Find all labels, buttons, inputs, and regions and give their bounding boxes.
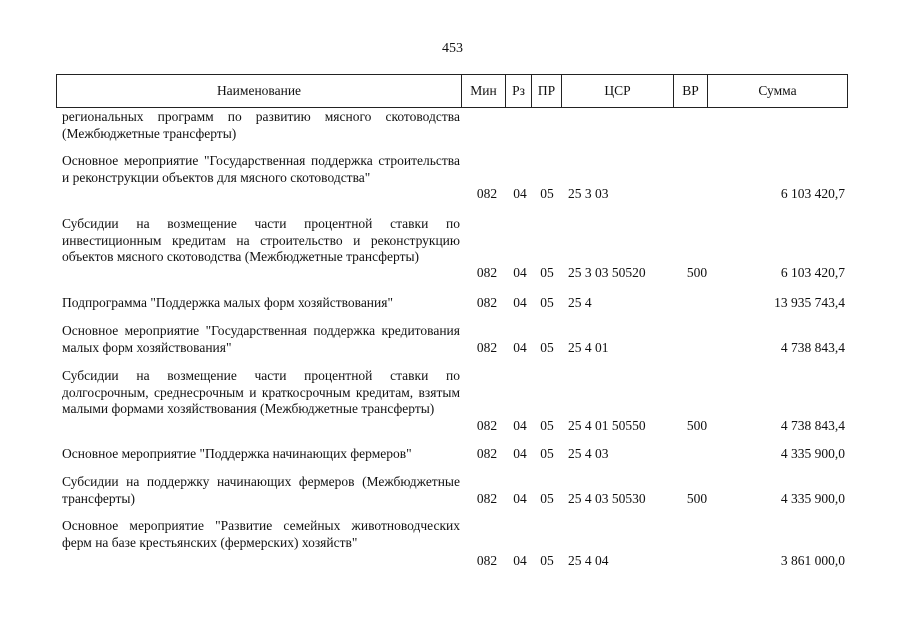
row-rz: 04 xyxy=(513,265,527,280)
table-row xyxy=(56,153,848,203)
row-pr: 05 xyxy=(540,446,554,461)
row-rz: 04 xyxy=(513,340,527,355)
table-row xyxy=(56,518,848,568)
table-row xyxy=(56,446,848,463)
row-name: Основное мероприятие "Поддержка начинающих фермеров" xyxy=(62,446,412,461)
row-pr: 05 xyxy=(540,186,554,201)
row-csr: 25 4 04 xyxy=(568,553,609,568)
header-csr: ЦСР xyxy=(562,75,674,107)
row-name: Основное мероприятие "Государственная поддержка кредитования малых форм хозяйствования" xyxy=(62,323,460,355)
row-csr: 25 4 03 50530 xyxy=(568,491,646,506)
table-header xyxy=(56,74,848,108)
row-sum: 6 103 420,7 xyxy=(780,265,845,280)
row-min: 082 xyxy=(476,265,498,280)
table-row xyxy=(56,323,848,357)
row-csr: 25 4 03 xyxy=(568,446,609,461)
table-row xyxy=(56,474,848,508)
row-csr: 25 3 03 xyxy=(568,186,609,201)
row-rz: 04 xyxy=(513,491,527,506)
row-csr: 25 4 xyxy=(568,295,592,310)
row-sum: 3 861 000,0 xyxy=(780,553,845,568)
row-sum: 4 738 843,4 xyxy=(780,340,845,355)
row-min: 082 xyxy=(476,295,498,310)
row-pr: 05 xyxy=(540,418,554,433)
row-name: региональных программ по развитию мясного скотоводства (Межбюджетные трансферты) xyxy=(62,109,460,141)
row-min: 082 xyxy=(476,186,498,201)
row-csr: 25 4 01 50550 xyxy=(568,418,646,433)
row-sum: 4 335 900,0 xyxy=(780,446,845,461)
row-min: 082 xyxy=(476,446,498,461)
row-pr: 05 xyxy=(540,491,554,506)
row-name: Субсидии на поддержку начинающих фермеров (Межбюджетные трансферты) xyxy=(62,474,460,506)
row-min: 082 xyxy=(476,340,498,355)
table-row xyxy=(56,216,848,282)
row-vr: 500 xyxy=(686,491,708,506)
page-number: 453 xyxy=(442,41,463,56)
row-pr: 05 xyxy=(540,265,554,280)
header-rz: Рз xyxy=(506,75,532,107)
row-name: Субсидии на возмещение части процентной ставки по долгосрочным, среднесрочным и краткосрочным кредитам, взятым малыми формами хозяйствования (Межбюджетные трансферты) xyxy=(62,368,460,416)
row-name: Основное мероприятие "Развитие семейных животноводческих ферм на базе крестьянских (фермерских) хозяйств" xyxy=(62,518,460,550)
header-pr: ПР xyxy=(532,75,562,107)
row-vr: 500 xyxy=(686,265,708,280)
row-min: 082 xyxy=(476,553,498,568)
table-row xyxy=(56,109,848,143)
row-name: Основное мероприятие "Государственная поддержка строительства и реконструкции объектов для мясного скотоводства" xyxy=(62,153,460,185)
row-pr: 05 xyxy=(540,295,554,310)
header-sum: Сумма xyxy=(758,83,797,98)
row-rz: 04 xyxy=(513,553,527,568)
row-name: Субсидии на возмещение части процентной ставки по инвестиционным кредитам на строительство и реконструкцию объектов мясного скотоводства (Межбюджетные трансферты) xyxy=(62,216,460,264)
row-name: Подпрограмма "Поддержка малых форм хозяйствования" xyxy=(62,295,393,310)
row-pr: 05 xyxy=(540,340,554,355)
row-min: 082 xyxy=(476,418,498,433)
row-rz: 04 xyxy=(513,186,527,201)
header-min: Мин xyxy=(462,75,506,107)
header-vr: ВР xyxy=(674,75,708,107)
table-row xyxy=(56,368,848,434)
row-min: 082 xyxy=(476,491,498,506)
row-sum: 13 935 743,4 xyxy=(774,295,845,310)
row-sum: 4 738 843,4 xyxy=(780,418,845,433)
row-pr: 05 xyxy=(540,553,554,568)
row-vr: 500 xyxy=(686,418,708,433)
row-rz: 04 xyxy=(513,446,527,461)
row-csr: 25 3 03 50520 xyxy=(568,265,646,280)
row-rz: 04 xyxy=(513,418,527,433)
row-rz: 04 xyxy=(513,295,527,310)
row-sum: 6 103 420,7 xyxy=(780,186,845,201)
table-row xyxy=(56,295,848,312)
row-sum: 4 335 900,0 xyxy=(780,491,845,506)
header-name: Наименование xyxy=(57,75,462,107)
row-csr: 25 4 01 xyxy=(568,340,609,355)
